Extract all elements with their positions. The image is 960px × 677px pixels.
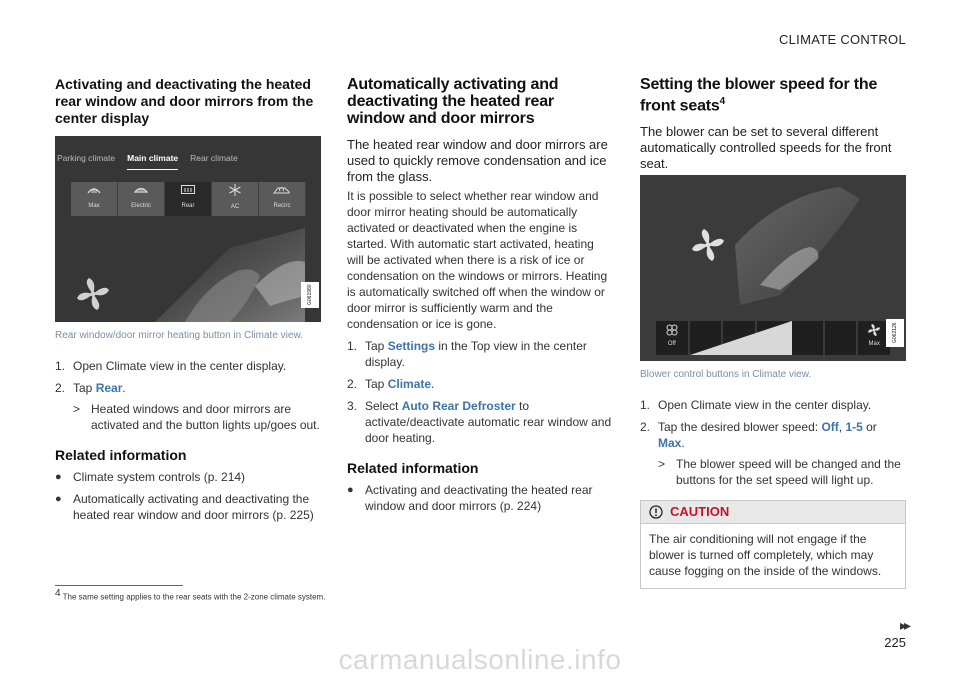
fan-icon (692, 229, 724, 261)
column-auto-rear-defroster (347, 76, 613, 520)
electric-defrost-button: Electric (118, 182, 165, 216)
image-caption: Rear window/door mirror heating button in Climate view. (55, 330, 303, 341)
section-title: Automatically activating and deactivating the heated rear window and door mirrors (347, 76, 559, 127)
auto-rear-defroster-reference: Auto Rear Defroster (401, 399, 516, 413)
max-defrost-button: Max (71, 182, 118, 216)
rear-button-reference: Rear (95, 381, 123, 395)
blower-off-button: Off (656, 321, 688, 355)
step-result: > Heated windows and door mirrors are activated and the button lights up/goes out. (73, 402, 320, 432)
step-2: 2. Tap Climate. (347, 377, 435, 391)
speed-range-reference: 1-5 (845, 420, 863, 435)
next-page-icon: ▸▸ (899, 617, 908, 633)
fan-icon (77, 278, 109, 310)
related-information-heading: Related information (347, 460, 479, 476)
page-number: 225 (884, 635, 906, 650)
intro-paragraph: The heated rear window and door mirrors are used to quickly remove condensation and ice from the glass. (347, 137, 608, 184)
off-reference: Off (821, 420, 839, 435)
footnote-marker: 4 (719, 96, 725, 107)
blower-control-screenshot (640, 175, 906, 361)
blower-max-button: Max (858, 321, 890, 355)
tab-parking-climate: Parking climate (57, 153, 116, 163)
step-list (347, 338, 613, 446)
blower-speed-5 (825, 321, 857, 355)
step-list (640, 397, 906, 488)
step-list (55, 358, 321, 433)
step-1: 1. Open Climate view in the center display. (55, 359, 287, 373)
image-code: G061980 (301, 282, 319, 308)
footnote: $^4$ The same setting applies to the rear seats with the 2-zone climate system. (55, 588, 326, 602)
related-link[interactable]: ● Automatically activating and deactivating the heated rear window and door mirrors (p. 225) (55, 492, 314, 522)
caution-header (641, 501, 905, 524)
seat-illustration (55, 136, 321, 322)
caution-box (640, 500, 906, 589)
fan-off-icon (666, 324, 678, 336)
column-blower-speed (640, 76, 906, 589)
recirc-button: Recirc (259, 182, 306, 216)
body-paragraph: It is possible to select whether rear window and door mirror heating should be automatically activated or deactivated when the engine is started. With automatic start activated, heating will be activated when there is a risk of ice or condensation on the windows or mirrors. Heating is automatically switched off when the window or door mirror is sufficiently warm and the condensation or ice is gone. (347, 189, 608, 331)
image-code: G062126 (886, 319, 904, 347)
image-caption: Blower control buttons in Climate view. (640, 369, 812, 381)
blower-speed-4 (791, 321, 823, 355)
tab-main-climate: Main climate (127, 150, 178, 170)
step-1: 1. Tap Settings in the Top view in the center display. (347, 339, 587, 369)
related-information-list (55, 469, 321, 523)
speed-ramp (690, 321, 792, 355)
watermark: carmanualsonline.info (338, 644, 622, 675)
section-title: Setting the blower speed for the front seats$^4$ (640, 76, 878, 115)
section-title: Activating and deactivating the heated rear window and door mirrors from the center display (55, 76, 314, 126)
step-2: 2. Tap the desired blower speed: Off, 1-5 or Max. > The blower speed will be changed and the buttons for the set speed will light up. (640, 419, 906, 488)
column-heated-rear-window-manual (55, 76, 321, 529)
rear-defrost-button: Rear (165, 182, 212, 216)
climate-view-screenshot (55, 136, 321, 322)
footnote-divider (55, 585, 183, 586)
tab-rear-climate: Rear climate (190, 153, 238, 163)
caution-text: The air conditioning will not engage if the blower is turned off completely, which may cause fogging on the inside of the windows. (649, 532, 882, 579)
step-2: 2. Tap Rear. > Heated windows and door mirrors are activated and the button lights up/goes out. (55, 381, 320, 432)
step-3: 3. Select Auto Rear Defroster to activate/deactivate automatic rear window and door heating. (347, 399, 612, 445)
step-1: 1. Open Climate view in the center display. (640, 398, 872, 413)
blower-speed-bar (656, 321, 892, 355)
max-reference: Max (658, 436, 682, 451)
warning-icon (649, 505, 663, 519)
climate-reference: Climate (387, 377, 432, 391)
related-information-list (347, 482, 613, 514)
section-header: CLIMATE CONTROL (778, 32, 906, 47)
caution-title: CAUTION (670, 504, 730, 520)
ac-button: AC (212, 182, 259, 216)
fan-max-icon (868, 324, 880, 336)
related-link[interactable]: ● Climate system controls (p. 214) (55, 470, 246, 484)
step-result: > The blower speed will be changed and the buttons for the set speed will light up. (658, 457, 901, 488)
settings-reference: Settings (387, 339, 436, 353)
related-link[interactable]: ● Activating and deactivating the heated rear window and door mirrors (p. 224) (347, 483, 593, 513)
intro-paragraph: The blower can be set to several different automatically controlled speeds for the front seat. (640, 124, 892, 172)
related-information-heading: Related information (55, 447, 187, 463)
